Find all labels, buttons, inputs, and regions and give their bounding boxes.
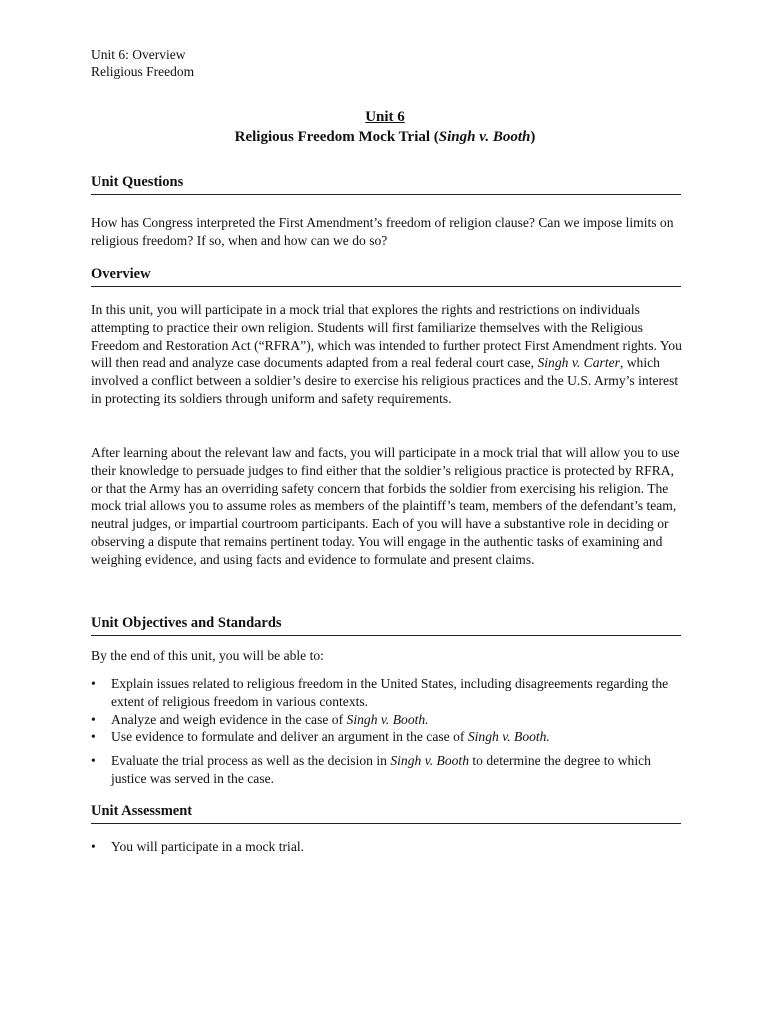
list-item [91, 711, 683, 729]
objective-text-end: to determine the degree to which justice was served in the case. [111, 753, 651, 786]
bullet-icon: • [91, 676, 96, 691]
unit-questions-heading: Unit Questions [91, 174, 681, 195]
bullet-icon: • [91, 753, 96, 769]
objective-text: Explain issues related to religious freedom in the United States, including disagreements regarding the extent of religious freedom in various contexts. [111, 676, 669, 709]
assessment-heading: Unit Assessment [91, 803, 681, 824]
overview-p1-part-a: In this unit, you will participate in a mock trial that explores the rights and restrictions on individuals attempting to practice their own religion. Students will first familiarize themselves with the Religious Freedom and Restoration Act (“RFRA”), which was intended to further protect First Amendment rights. You will then read and analyze case documents adapted from a real federal court case, [91, 302, 682, 371]
overview-p1-case: Singh v. Carter [537, 355, 620, 371]
unit-title: Unit 6 [365, 109, 405, 125]
objective-text: Evaluate the trial process as well as the decision in [111, 753, 391, 769]
objectives-heading: Unit Objectives and Standards [91, 615, 681, 636]
objectives-list [91, 675, 683, 788]
list-item [91, 838, 683, 856]
overview-paragraph-1 [91, 301, 683, 408]
header-unit-line: Unit 6: Overview [91, 47, 186, 62]
objective-case: Singh v. Booth. [467, 729, 550, 745]
main-title-suffix: ) [530, 129, 536, 145]
main-title-prefix: Religious Freedom Mock Trial ( [234, 129, 439, 145]
header-topic-line: Religious Freedom [91, 64, 195, 79]
bullet-icon: • [91, 711, 96, 727]
overview-paragraph-2: After learning about the relevant law and facts, you will participate in a mock trial that will allow you to use their knowledge to persuade judges to find either that the soldier’s religious practice is protected by RFRA, or that the Army has an overriding safety concern that forbids the soldier from exercising his religion. The mock trial allows you to assume roles as members of the plaintiff’s team, members of the defendant’s team, neutral judges, or impartial courtroom participants. Each of you will have a substantive role in deciding or observing a dispute that remains pertinent today. You will engage in the authentic tasks of examining and weighing evidence, and using facts and evidence to formulate and present claims. [91, 445, 680, 567]
bullet-icon: • [91, 839, 96, 854]
objective-text: Analyze and weigh evidence in the case of [111, 711, 347, 727]
running-header [91, 46, 194, 80]
objective-case: Singh v. Booth [390, 753, 469, 769]
main-title-case: Singh v. Booth [438, 129, 531, 145]
objective-text: Use evidence to formulate and deliver an argument in the case of [111, 729, 468, 745]
list-item [91, 675, 683, 711]
main-title [0, 127, 770, 147]
objective-case: Singh v. Booth. [346, 711, 429, 727]
bullet-icon: • [91, 729, 96, 745]
objectives-intro: By the end of this unit, you will be able to: [91, 648, 324, 663]
document-title [0, 107, 770, 147]
overview-p1-part-b: , which involved a conflict between a soldier’s desire to exercise his religious practices and the U.S. Army’s interest in protecting its soldiers through uniform and safety requirements. [91, 355, 679, 406]
assessment-list [91, 838, 683, 856]
overview-heading: Overview [91, 266, 681, 287]
list-item [91, 728, 683, 746]
unit-questions-text: How has Congress interpreted the First Amendment’s freedom of religion clause? Can we impose limits on religious freedom? If so, when and how can we do so? [91, 215, 674, 248]
list-item [91, 752, 683, 788]
assessment-text: You will participate in a mock trial. [111, 839, 305, 854]
